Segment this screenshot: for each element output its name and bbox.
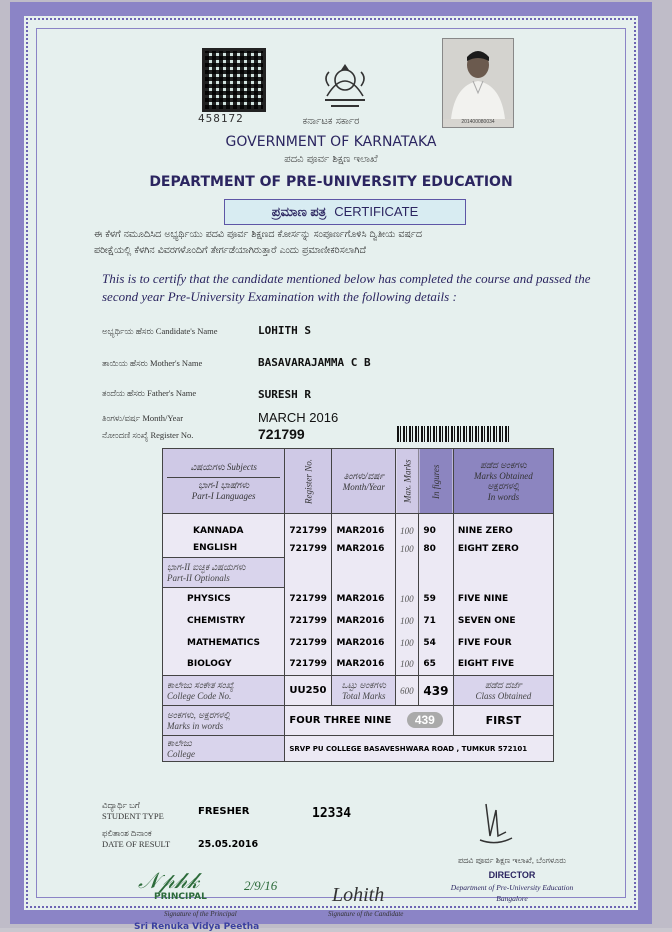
max-marks-header: Max. Marks — [396, 449, 419, 514]
student-type-label: ವಿದ್ಯಾರ್ಥಿ ಬಗೆ STUDENT TYPE — [102, 800, 164, 821]
name-label: ಅಭ್ಯರ್ಥಿಯ ಹೆಸರು Candidate's Name — [102, 326, 218, 336]
certificate-kannada: ಪ್ರಮಾಣ ಪತ್ರ — [271, 204, 327, 219]
marks-table — [162, 448, 554, 762]
result-date: 25.05.2016 — [198, 839, 259, 850]
figures-header: In figures — [419, 449, 453, 514]
director-city: Bangalore — [496, 894, 528, 903]
photo-number: 201400080034 — [461, 119, 495, 125]
totals-row — [163, 676, 554, 706]
table-row: PHYSICS 721799 MAR2016 100 59 FIVE NINE — [163, 588, 554, 610]
department-title: DEPARTMENT OF PRE-UNIVERSITY EDUCATION — [149, 174, 513, 190]
class-obtained: FIRST — [453, 706, 553, 736]
principal-stamp: PRINCIPAL — [154, 892, 207, 902]
statement-kannada-line1: ಈ ಕೆಳಗೆ ನಮೂದಿಸಿದ ಅಭ್ಯರ್ಥಿಯು ಪದವಿ ಪೂರ್ವ ಶಿಕ್ಷಣದ ಕೋರ್ಸನ್ನು ಸಂಪೂರ್ಣಗೊಳಿಸಿ ದ್ವಿತೀಯ ವರ್ಷದ — [94, 229, 422, 240]
department-kannada: ಪದವಿ ಪೂರ್ವ ಶಿಕ್ಷಣ ಇಲಾಖೆ — [284, 154, 378, 165]
college-label: ಕಾಲೇಜು College — [163, 736, 285, 762]
statement-english: This is to certify that the candidate mentioned below has completed the course and passed the second year Pre-University Examination with the following details : — [102, 271, 591, 304]
barcode — [397, 426, 509, 442]
college-name: SRVP PU COLLEGE BASAVESHWARA ROAD , TUMKUR 572101 — [285, 736, 554, 762]
total-max: 600 — [396, 676, 419, 706]
statement-kannada-line2: ಪರೀಕ್ಷೆಯಲ್ಲಿ ಕೆಳಗಿನ ವಿವರಗಳೊಂದಿಗೆ ತೇರ್ಗಡೆಯಾಗಿರುತ್ತಾರೆ ಎಂದು ಪ್ರಮಾಣೀಕರಿಸಲಾಗಿದೆ — [94, 245, 366, 256]
certificate-frame — [10, 2, 652, 932]
principal-college-stamp: Sri Renuka Vidya Peetha — [134, 922, 260, 932]
government-title: GOVERNMENT OF KARNATAKA — [225, 134, 437, 150]
month-label: ತಿಂಗಳು/ವರ್ಷ Month/Year — [102, 413, 184, 423]
principal-date: 2/9/16 — [244, 878, 278, 893]
marks-in-words: FOUR THREE NINE — [289, 715, 392, 726]
karnataka-emblem-icon — [317, 56, 373, 112]
mother-label: ತಾಯಿಯ ಹೆಸರು Mother's Name — [102, 358, 203, 368]
candidate-signature-label: Signature of the Candidate — [328, 910, 404, 918]
register-header: Register No. — [285, 449, 332, 514]
marks-stamp: 439 — [407, 712, 443, 728]
exam-month: MARCH 2016 — [258, 410, 339, 425]
college-row — [163, 736, 554, 762]
total-marks: 439 — [419, 676, 453, 706]
qr-code — [202, 48, 266, 112]
director-signature — [476, 800, 516, 848]
karnataka-sarkara: ಕರ್ನಾಟಕ ಸರ್ಕಾರ — [302, 116, 360, 127]
father-name: SURESH R — [258, 388, 311, 401]
class-label: ಪಡೆದ ದರ್ಜೆ Class Obtained — [453, 676, 553, 706]
handwritten-number: 12334 — [312, 806, 352, 821]
principal-signature-label: Signature of the Principal — [164, 910, 237, 918]
total-label: ಒಟ್ಟು ಅಂಕಗಳು Total Marks — [332, 676, 396, 706]
candidate-photo — [442, 38, 514, 128]
obtained-header: ಪಡೆದ ಅಂಕಗಳು Marks Obtained ಅಕ್ಷರಗಳಲ್ಲಿ In words — [453, 449, 553, 514]
mother-name: BASAVARAJAMMA C B — [258, 356, 371, 369]
certificate-english: CERTIFICATE — [334, 204, 419, 219]
father-label: ತಂದೆಯ ಹೆಸರು Father's Name — [102, 388, 197, 398]
marks-words-cell — [285, 706, 453, 736]
table-row: ENGLISH 721799 MAR2016 100 80 EIGHT ZERO — [163, 540, 554, 558]
part2-header: ಭಾಗ-II ಐಚ್ಛಿಕ ವಿಷಯಗಳು Part-II Optionals — [163, 558, 285, 588]
table-row: KANNADA 721799 MAR2016 100 90 NINE ZERO — [163, 522, 554, 540]
college-code-label: ಕಾಲೇಜು ಸಂಕೇತ ಸಂಖ್ಯೆ College Code No. — [163, 676, 285, 706]
candidate-name: LOHITH S — [258, 324, 311, 337]
month-header: ತಿಂಗಳು/ವರ್ಷ Month/Year — [332, 449, 396, 514]
subjects-header: ವಿಷಯಗಳು Subjects ಭಾಗ-I ಭಾಷೆಗಳು Part-I Languages — [163, 449, 285, 514]
result-date-label: ಫಲಿತಾಂಶ ದಿನಾಂಕ DATE OF RESULT — [102, 828, 171, 849]
director-title: DIRECTOR — [488, 870, 536, 880]
table-row: MATHEMATICS 721799 MAR2016 100 54 FIVE FOUR — [163, 632, 554, 654]
table-row: BIOLOGY 721799 MAR2016 100 65 EIGHT FIVE — [163, 654, 554, 676]
part2-section-row — [163, 558, 554, 588]
student-type: FRESHER — [198, 806, 250, 817]
candidate-signature: Lohith — [332, 884, 385, 906]
certificate-heading — [224, 199, 466, 225]
principal-signature: 𝒩𝓅𝒽𝓀 — [138, 868, 200, 893]
director-kannada: ಪದವಿ ಪೂರ್ವ ಶಿಕ್ಷಣ ಇಲಾಖೆ, ಬೆಂಗಳೂರು — [457, 856, 567, 865]
register-label: ನೋಂದಣಿ ಸಂಖ್ಯೆ Register No. — [102, 430, 194, 440]
college-code: UU250 — [285, 676, 332, 706]
serial-number: 458172 — [198, 112, 244, 125]
director-department: Department of Pre-University Education — [450, 883, 574, 892]
table-row: CHEMISTRY 721799 MAR2016 100 71 SEVEN ONE — [163, 610, 554, 632]
marks-words-label: ಅಂಕಗಳು, ಅಕ್ಷರಗಳಲ್ಲಿ Marks in words — [163, 706, 285, 736]
marks-words-row — [163, 706, 554, 736]
register-number: 721799 — [258, 426, 305, 442]
